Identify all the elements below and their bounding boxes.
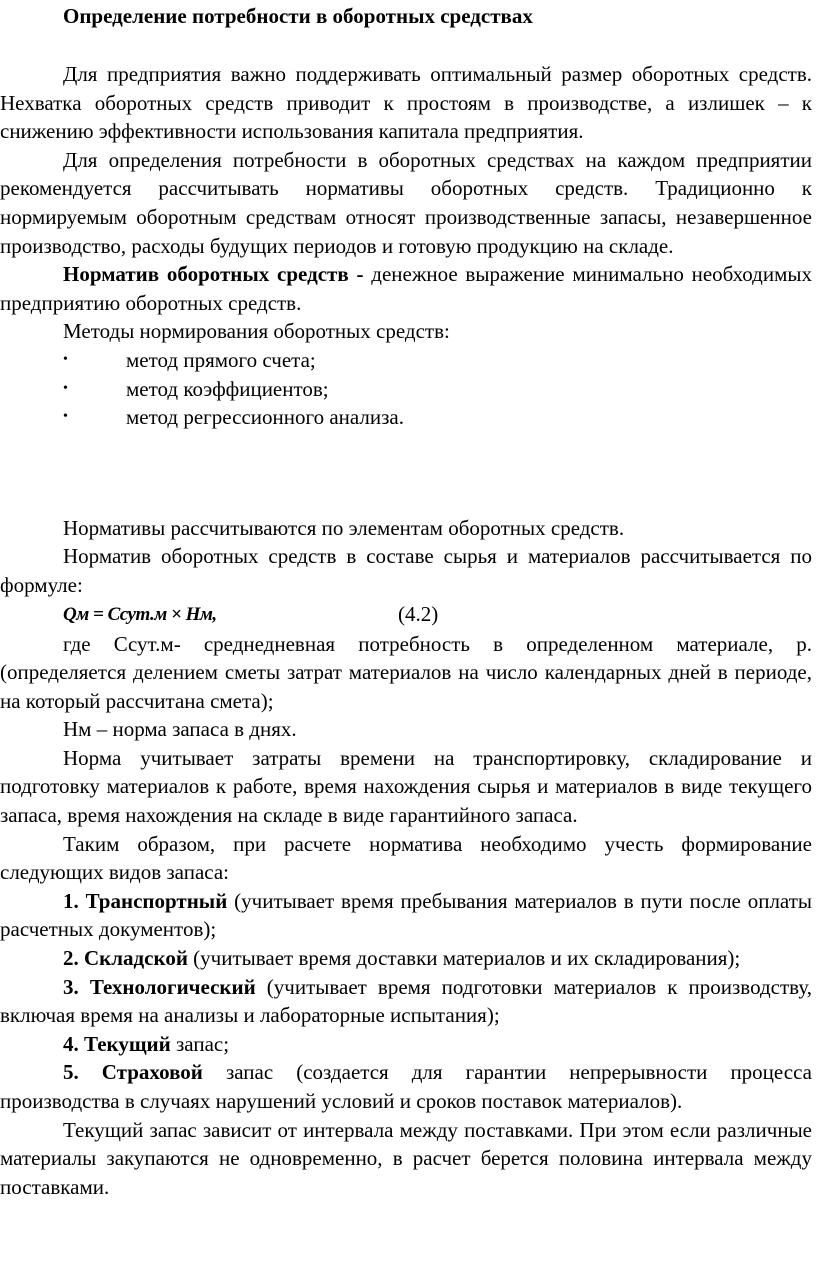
stock-text: запас (создается для гарантии непрерывности процесса производства в случаях нарушений условий и сроков поставок материалов).: [0, 1060, 812, 1113]
formula: Qм = Cсут.м × Hм,: [63, 603, 217, 625]
stock-item: [0, 1030, 812, 1059]
stock-text: запас;: [170, 1031, 230, 1056]
blank-line: [0, 31, 812, 60]
formula-number: (4.2): [398, 601, 439, 626]
stock-item: [0, 887, 812, 944]
method-label: метод регрессионного анализа.: [126, 405, 404, 430]
stock-text: (учитывает время доставки материалов и их складирования);: [187, 946, 741, 971]
bullet-icon: •: [63, 380, 68, 396]
formula-line: [0, 600, 812, 630]
document-page: [0, 2, 812, 1201]
paragraph-norms: Для определения потребности в оборотных средствах на каждом предприятии рекомендуется рассчитывать нормативы оборотных средств. Традиционно к нормируемым оборотным средствам относят производственные запасы, незавершенное производство, расходы будущих периодов и готовую продукцию на складе.: [0, 147, 812, 258]
bullet-icon: •: [63, 351, 68, 367]
stock-term: 5. Страховой: [63, 1060, 203, 1085]
paragraph-intro: Для предприятия важно поддерживать оптимальный размер оборотных средств. Нехватка оборотных средств приводит к простоям в производстве, а излишек – к снижению эффективности использования капитала предприятия.: [0, 62, 812, 144]
methods-list: [0, 346, 812, 432]
stock-text: (учитывает время пребывания материалов в пути после оплаты расчетных документов);: [0, 888, 812, 942]
paragraph-current-stock: Текущий запас зависит от интервала между поставками. При этом если различные материалы закупаются не одновременно, в расчет берется половина интервала между поставками.: [0, 1117, 812, 1199]
paragraph-where: где Ссут.м- среднедневная потребность в определенном материале, р. (определяется делением сметы затрат материалов на число календарных дней в периоде, на который рассчитана смета);: [0, 631, 812, 713]
stock-text: (учитывает время подготовки материалов к производству, включая время на анализы и лабораторные испытания);: [0, 974, 813, 1028]
stock-item: [0, 944, 812, 973]
stock-item: [0, 973, 812, 1030]
paragraph-elements: Нормативы рассчитываются по элементам оборотных средств.: [63, 515, 625, 540]
method-label: метод прямого счета;: [126, 347, 316, 372]
page-title: Определение потребности в оборотных средствах: [63, 4, 533, 28]
term-norm: Норматив оборотных средств -: [63, 262, 364, 287]
list-item: [0, 375, 812, 404]
paragraph-definition: [0, 260, 812, 317]
blank-space: [0, 432, 812, 514]
method-label: метод коэффициентов;: [126, 376, 329, 401]
definition-text: денежное выражение минимально необходимых предприятию оборотных средств.: [0, 262, 812, 315]
list-item: [0, 403, 812, 432]
stock-item: [0, 1058, 812, 1115]
paragraph-stock-intro: Таким образом, при расчете норматива необходимо учесть формирование следующих видов запаса:: [0, 831, 812, 885]
bullet-icon: •: [63, 409, 68, 425]
stock-term: 2. Складской: [63, 946, 188, 971]
paragraph-formula-intro: Норматив оборотных средств в составе сырья и материалов рассчитывается по формуле:: [0, 544, 812, 597]
paragraph-norm-time: Норма учитывает затраты времени на транспортировку, складирование и подготовку материалов к работе, время нахождения сырья и материалов в виде текущего запаса, время нахождения на складе в виде гарантийного запаса.: [0, 745, 812, 828]
stock-term: 4. Текущий: [63, 1031, 171, 1056]
stock-term: 1. Транспортный: [63, 888, 228, 913]
paragraph-methods-intro: Методы нормирования оборотных средств:: [63, 319, 450, 344]
stock-term: 3. Технологический: [63, 974, 256, 999]
paragraph-hm: Нм – норма запаса в днях.: [63, 717, 297, 742]
list-item: [0, 346, 812, 375]
